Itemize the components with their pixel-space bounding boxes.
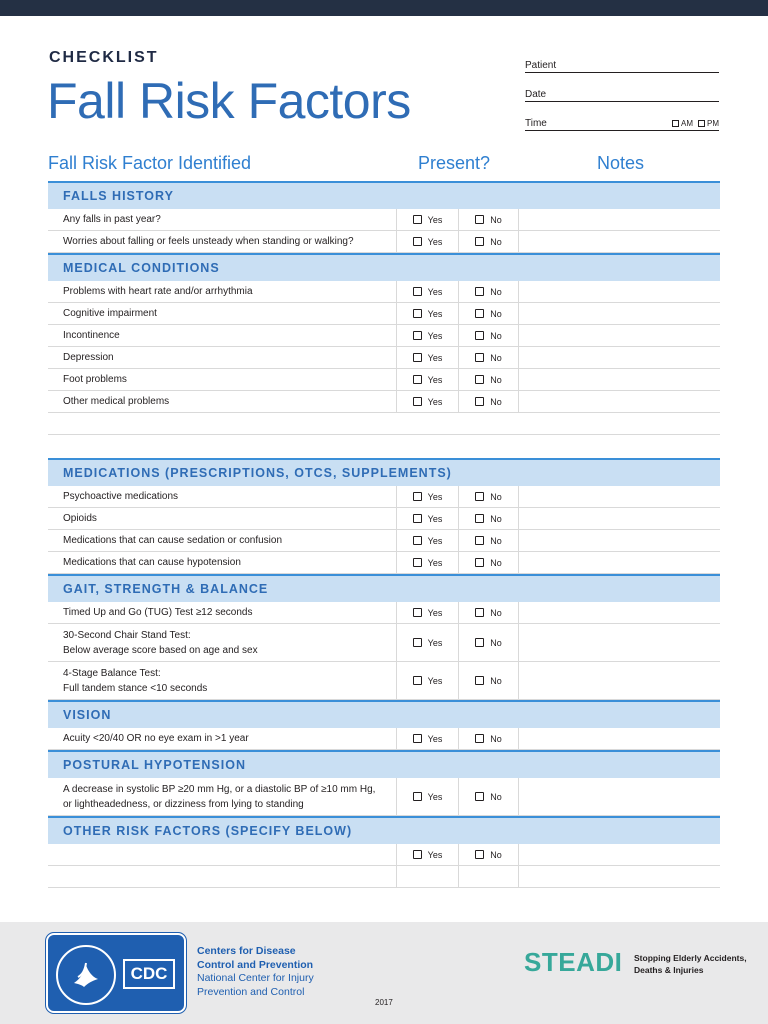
notes-column-header: Notes — [597, 153, 645, 173]
cdc-agency-text — [197, 945, 314, 999]
risk-factor-label: Any falls in past year? — [63, 214, 161, 225]
yes-option[interactable] — [396, 508, 458, 529]
no-option[interactable] — [458, 303, 518, 324]
yes-option[interactable] — [396, 728, 458, 749]
blank-factor-cell[interactable] — [48, 866, 396, 887]
no-label: No — [490, 286, 502, 297]
patient-label: Patient — [525, 60, 557, 71]
no-option[interactable] — [458, 391, 518, 412]
yes-label: Yes — [427, 675, 443, 686]
yes-checkbox[interactable] — [413, 792, 422, 801]
no-label: No — [490, 236, 502, 247]
table-row — [48, 347, 720, 369]
yes-label: Yes — [427, 286, 443, 297]
risk-factor-label: Opioids — [63, 513, 97, 524]
notes-cell[interactable] — [518, 325, 720, 346]
top-bar — [0, 0, 768, 16]
notes-cell[interactable] — [518, 778, 720, 815]
yes-label: Yes — [427, 791, 443, 802]
no-checkbox[interactable] — [475, 638, 484, 647]
table-row — [48, 281, 720, 303]
table-row — [48, 624, 720, 662]
risk-factor-label: Depression — [63, 352, 114, 363]
yes-label: Yes — [427, 352, 443, 363]
column-headers — [48, 153, 720, 177]
notes-cell[interactable] — [518, 530, 720, 551]
yes-label: Yes — [427, 491, 443, 502]
date-field[interactable] — [525, 73, 719, 102]
notes-cell[interactable] — [518, 624, 720, 661]
notes-cell[interactable] — [518, 486, 720, 507]
no-label: No — [490, 214, 502, 225]
table-row — [48, 303, 720, 325]
steadi-tag-line-1: Stopping Elderly Accidents, — [634, 953, 747, 963]
yes-label: Yes — [427, 308, 443, 319]
yes-checkbox[interactable] — [413, 638, 422, 647]
section-header: POSTURAL HYPOTENSION — [48, 750, 720, 778]
no-checkbox[interactable] — [475, 536, 484, 545]
pm-checkbox[interactable] — [698, 120, 705, 127]
no-checkbox[interactable] — [475, 850, 484, 859]
yes-option[interactable] — [396, 530, 458, 551]
no-label: No — [490, 607, 502, 618]
table-row — [48, 662, 720, 700]
yes-checkbox[interactable] — [413, 608, 422, 617]
no-checkbox[interactable] — [475, 309, 484, 318]
table-row — [48, 369, 720, 391]
no-label: No — [490, 513, 502, 524]
yes-checkbox[interactable] — [413, 514, 422, 523]
pm-label: PM — [707, 119, 719, 128]
no-option[interactable] — [458, 602, 518, 623]
no-label: No — [490, 535, 502, 546]
no-label: No — [490, 733, 502, 744]
section-header: OTHER RISK FACTORS (SPECIFY BELOW) — [48, 816, 720, 844]
yes-option[interactable] — [396, 602, 458, 623]
blank-row — [48, 866, 720, 888]
no-checkbox[interactable] — [475, 237, 484, 246]
risk-factor-label: Incontinence — [63, 330, 120, 341]
yes-label: Yes — [427, 214, 443, 225]
table-row — [48, 486, 720, 508]
page-title: Fall Risk Factors — [47, 73, 411, 129]
no-label: No — [490, 557, 502, 568]
no-checkbox[interactable] — [475, 792, 484, 801]
no-checkbox[interactable] — [475, 331, 484, 340]
yes-option[interactable] — [396, 486, 458, 507]
no-checkbox[interactable] — [475, 558, 484, 567]
risk-factor-label: Worries about falling or feels unsteady when standing or walking? — [63, 236, 354, 247]
notes-cell[interactable] — [518, 602, 720, 623]
no-checkbox[interactable] — [475, 734, 484, 743]
risk-factor-label: Other medical problems — [63, 396, 170, 407]
risk-factor-label: 4-Stage Balance Test: Full tandem stance <10 seconds — [63, 667, 208, 694]
yes-option[interactable] — [396, 281, 458, 302]
section-header: MEDICATIONS (PRESCRIPTIONS, OTCS, SUPPLEMENTS) — [48, 458, 720, 486]
risk-factor-label: Timed Up and Go (TUG) Test ≥12 seconds — [63, 607, 253, 618]
yes-checkbox[interactable] — [413, 492, 422, 501]
yes-option[interactable] — [396, 778, 458, 815]
yes-checkbox[interactable] — [413, 850, 422, 859]
notes-cell[interactable] — [518, 369, 720, 390]
time-field[interactable] — [525, 102, 719, 131]
no-option[interactable] — [458, 325, 518, 346]
blank-yes-cell — [396, 866, 458, 887]
am-pm-options — [669, 119, 719, 128]
blank-row — [48, 413, 720, 435]
no-option[interactable] — [458, 231, 518, 252]
yes-option[interactable] — [396, 844, 458, 865]
yes-option[interactable] — [396, 391, 458, 412]
yes-option[interactable] — [396, 552, 458, 573]
risk-factor-label: Problems with heart rate and/or arrhythmia — [63, 286, 253, 297]
table-row — [48, 508, 720, 530]
risk-factor-table — [48, 181, 720, 888]
no-checkbox[interactable] — [475, 676, 484, 685]
am-label: AM — [681, 119, 693, 128]
yes-checkbox[interactable] — [413, 397, 422, 406]
yes-option[interactable] — [396, 347, 458, 368]
checklist-label: CHECKLIST — [49, 49, 159, 66]
no-label: No — [490, 396, 502, 407]
risk-factor-label: Acuity <20/40 OR no eye exam in >1 year — [63, 733, 249, 744]
table-row — [48, 728, 720, 750]
section-header: FALLS HISTORY — [48, 181, 720, 209]
notes-cell[interactable] — [518, 281, 720, 302]
notes-cell[interactable] — [518, 844, 720, 865]
no-checkbox[interactable] — [475, 375, 484, 384]
risk-factor-label: Psychoactive medications — [63, 491, 179, 502]
yes-label: Yes — [427, 236, 443, 247]
notes-cell[interactable] — [518, 347, 720, 368]
notes-cell[interactable] — [518, 391, 720, 412]
yes-checkbox[interactable] — [413, 558, 422, 567]
yes-option[interactable] — [396, 303, 458, 324]
notes-cell[interactable] — [518, 866, 720, 887]
yes-checkbox[interactable] — [413, 375, 422, 384]
no-label: No — [490, 849, 502, 860]
no-checkbox[interactable] — [475, 287, 484, 296]
cdc-line-2: Control and Prevention — [197, 958, 314, 971]
yes-label: Yes — [427, 607, 443, 618]
section-spacer — [48, 435, 720, 458]
no-option[interactable] — [458, 281, 518, 302]
cdc-line-4: Prevention and Control — [197, 985, 305, 998]
patient-fields — [525, 44, 719, 131]
no-label: No — [490, 637, 502, 648]
notes-cell[interactable] — [518, 552, 720, 573]
table-row — [48, 602, 720, 624]
yes-label: Yes — [427, 849, 443, 860]
am-checkbox[interactable] — [672, 120, 679, 127]
no-option[interactable] — [458, 369, 518, 390]
notes-cell[interactable] — [518, 303, 720, 324]
yes-option[interactable] — [396, 662, 458, 699]
no-label: No — [490, 352, 502, 363]
risk-factor-label: 30-Second Chair Stand Test: Below average score based on age and sex — [63, 629, 258, 656]
cdc-hhs-logo — [46, 933, 186, 1013]
notes-cell[interactable] — [518, 508, 720, 529]
no-label: No — [490, 791, 502, 802]
yes-label: Yes — [427, 513, 443, 524]
no-option[interactable] — [458, 844, 518, 865]
table-row — [48, 552, 720, 574]
risk-factor-label: Medications that can cause sedation or confusion — [63, 535, 283, 546]
footer — [0, 922, 768, 1024]
no-option[interactable] — [458, 347, 518, 368]
section-header: MEDICAL CONDITIONS — [48, 253, 720, 281]
yes-option[interactable] — [396, 209, 458, 230]
yes-label: Yes — [427, 374, 443, 385]
no-option[interactable] — [458, 624, 518, 661]
table-row — [48, 391, 720, 413]
no-option[interactable] — [458, 662, 518, 699]
hhs-eagle-icon — [70, 957, 102, 991]
yes-checkbox[interactable] — [413, 536, 422, 545]
yes-checkbox[interactable] — [413, 237, 422, 246]
no-option[interactable] — [458, 728, 518, 749]
no-option[interactable] — [458, 508, 518, 529]
no-checkbox[interactable] — [475, 514, 484, 523]
yes-label: Yes — [427, 535, 443, 546]
no-checkbox[interactable] — [475, 608, 484, 617]
table-row — [48, 844, 720, 866]
no-label: No — [490, 330, 502, 341]
yes-label: Yes — [427, 557, 443, 568]
notes-cell[interactable] — [518, 662, 720, 699]
no-checkbox[interactable] — [475, 397, 484, 406]
yes-checkbox[interactable] — [413, 215, 422, 224]
table-row — [48, 209, 720, 231]
no-label: No — [490, 491, 502, 502]
notes-cell[interactable] — [518, 231, 720, 252]
no-option[interactable] — [458, 209, 518, 230]
blank-no-cell — [458, 866, 518, 887]
year-label: 2017 — [375, 998, 393, 1007]
yes-option[interactable] — [396, 325, 458, 346]
yes-label: Yes — [427, 733, 443, 744]
yes-label: Yes — [427, 330, 443, 341]
no-checkbox[interactable] — [475, 353, 484, 362]
cdc-badge: CDC — [123, 959, 175, 989]
risk-factor-label: Medications that can cause hypotension — [63, 557, 241, 568]
no-option[interactable] — [458, 778, 518, 815]
yes-checkbox[interactable] — [413, 287, 422, 296]
risk-factor-label — [48, 844, 396, 865]
table-row — [48, 231, 720, 253]
patient-field[interactable] — [525, 44, 719, 73]
factor-column-header: Fall Risk Factor Identified — [48, 153, 252, 173]
time-label: Time — [525, 118, 547, 129]
date-label: Date — [525, 89, 547, 100]
blank-factor-cell[interactable] — [48, 413, 396, 434]
cdc-line-3: National Center for Injury — [197, 972, 314, 984]
yes-checkbox[interactable] — [413, 309, 422, 318]
notes-cell[interactable] — [518, 728, 720, 749]
section-header: GAIT, STRENGTH & BALANCE — [48, 574, 720, 602]
steadi-tag-line-2: Deaths & Injuries — [634, 965, 704, 975]
no-label: No — [490, 675, 502, 686]
no-label: No — [490, 374, 502, 385]
yes-checkbox[interactable] — [413, 734, 422, 743]
no-option[interactable] — [458, 552, 518, 573]
yes-option[interactable] — [396, 369, 458, 390]
cdc-line-1: Centers for Disease — [197, 945, 296, 957]
yes-checkbox[interactable] — [413, 331, 422, 340]
notes-cell[interactable] — [518, 209, 720, 230]
section-header: VISION — [48, 700, 720, 728]
risk-factor-label: A decrease in systolic BP ≥20 mm Hg, or a diastolic BP of ≥10 mm Hg, or lightheadedness, or dizziness from lying to standing — [63, 783, 376, 810]
steadi-tagline — [634, 952, 747, 976]
no-option[interactable] — [458, 530, 518, 551]
no-label: No — [490, 308, 502, 319]
yes-label: Yes — [427, 396, 443, 407]
present-column-header: Present? — [418, 153, 491, 173]
table-row — [48, 778, 720, 816]
yes-label: Yes — [427, 637, 443, 648]
risk-factor-label: Cognitive impairment — [63, 308, 157, 319]
yes-option[interactable] — [396, 624, 458, 661]
no-checkbox[interactable] — [475, 492, 484, 501]
yes-checkbox[interactable] — [413, 676, 422, 685]
no-option[interactable] — [458, 486, 518, 507]
yes-checkbox[interactable] — [413, 353, 422, 362]
risk-factor-label: Foot problems — [63, 374, 127, 385]
table-row — [48, 530, 720, 552]
yes-option[interactable] — [396, 231, 458, 252]
steadi-logo: STEADI — [524, 947, 623, 977]
table-row — [48, 325, 720, 347]
no-checkbox[interactable] — [475, 215, 484, 224]
